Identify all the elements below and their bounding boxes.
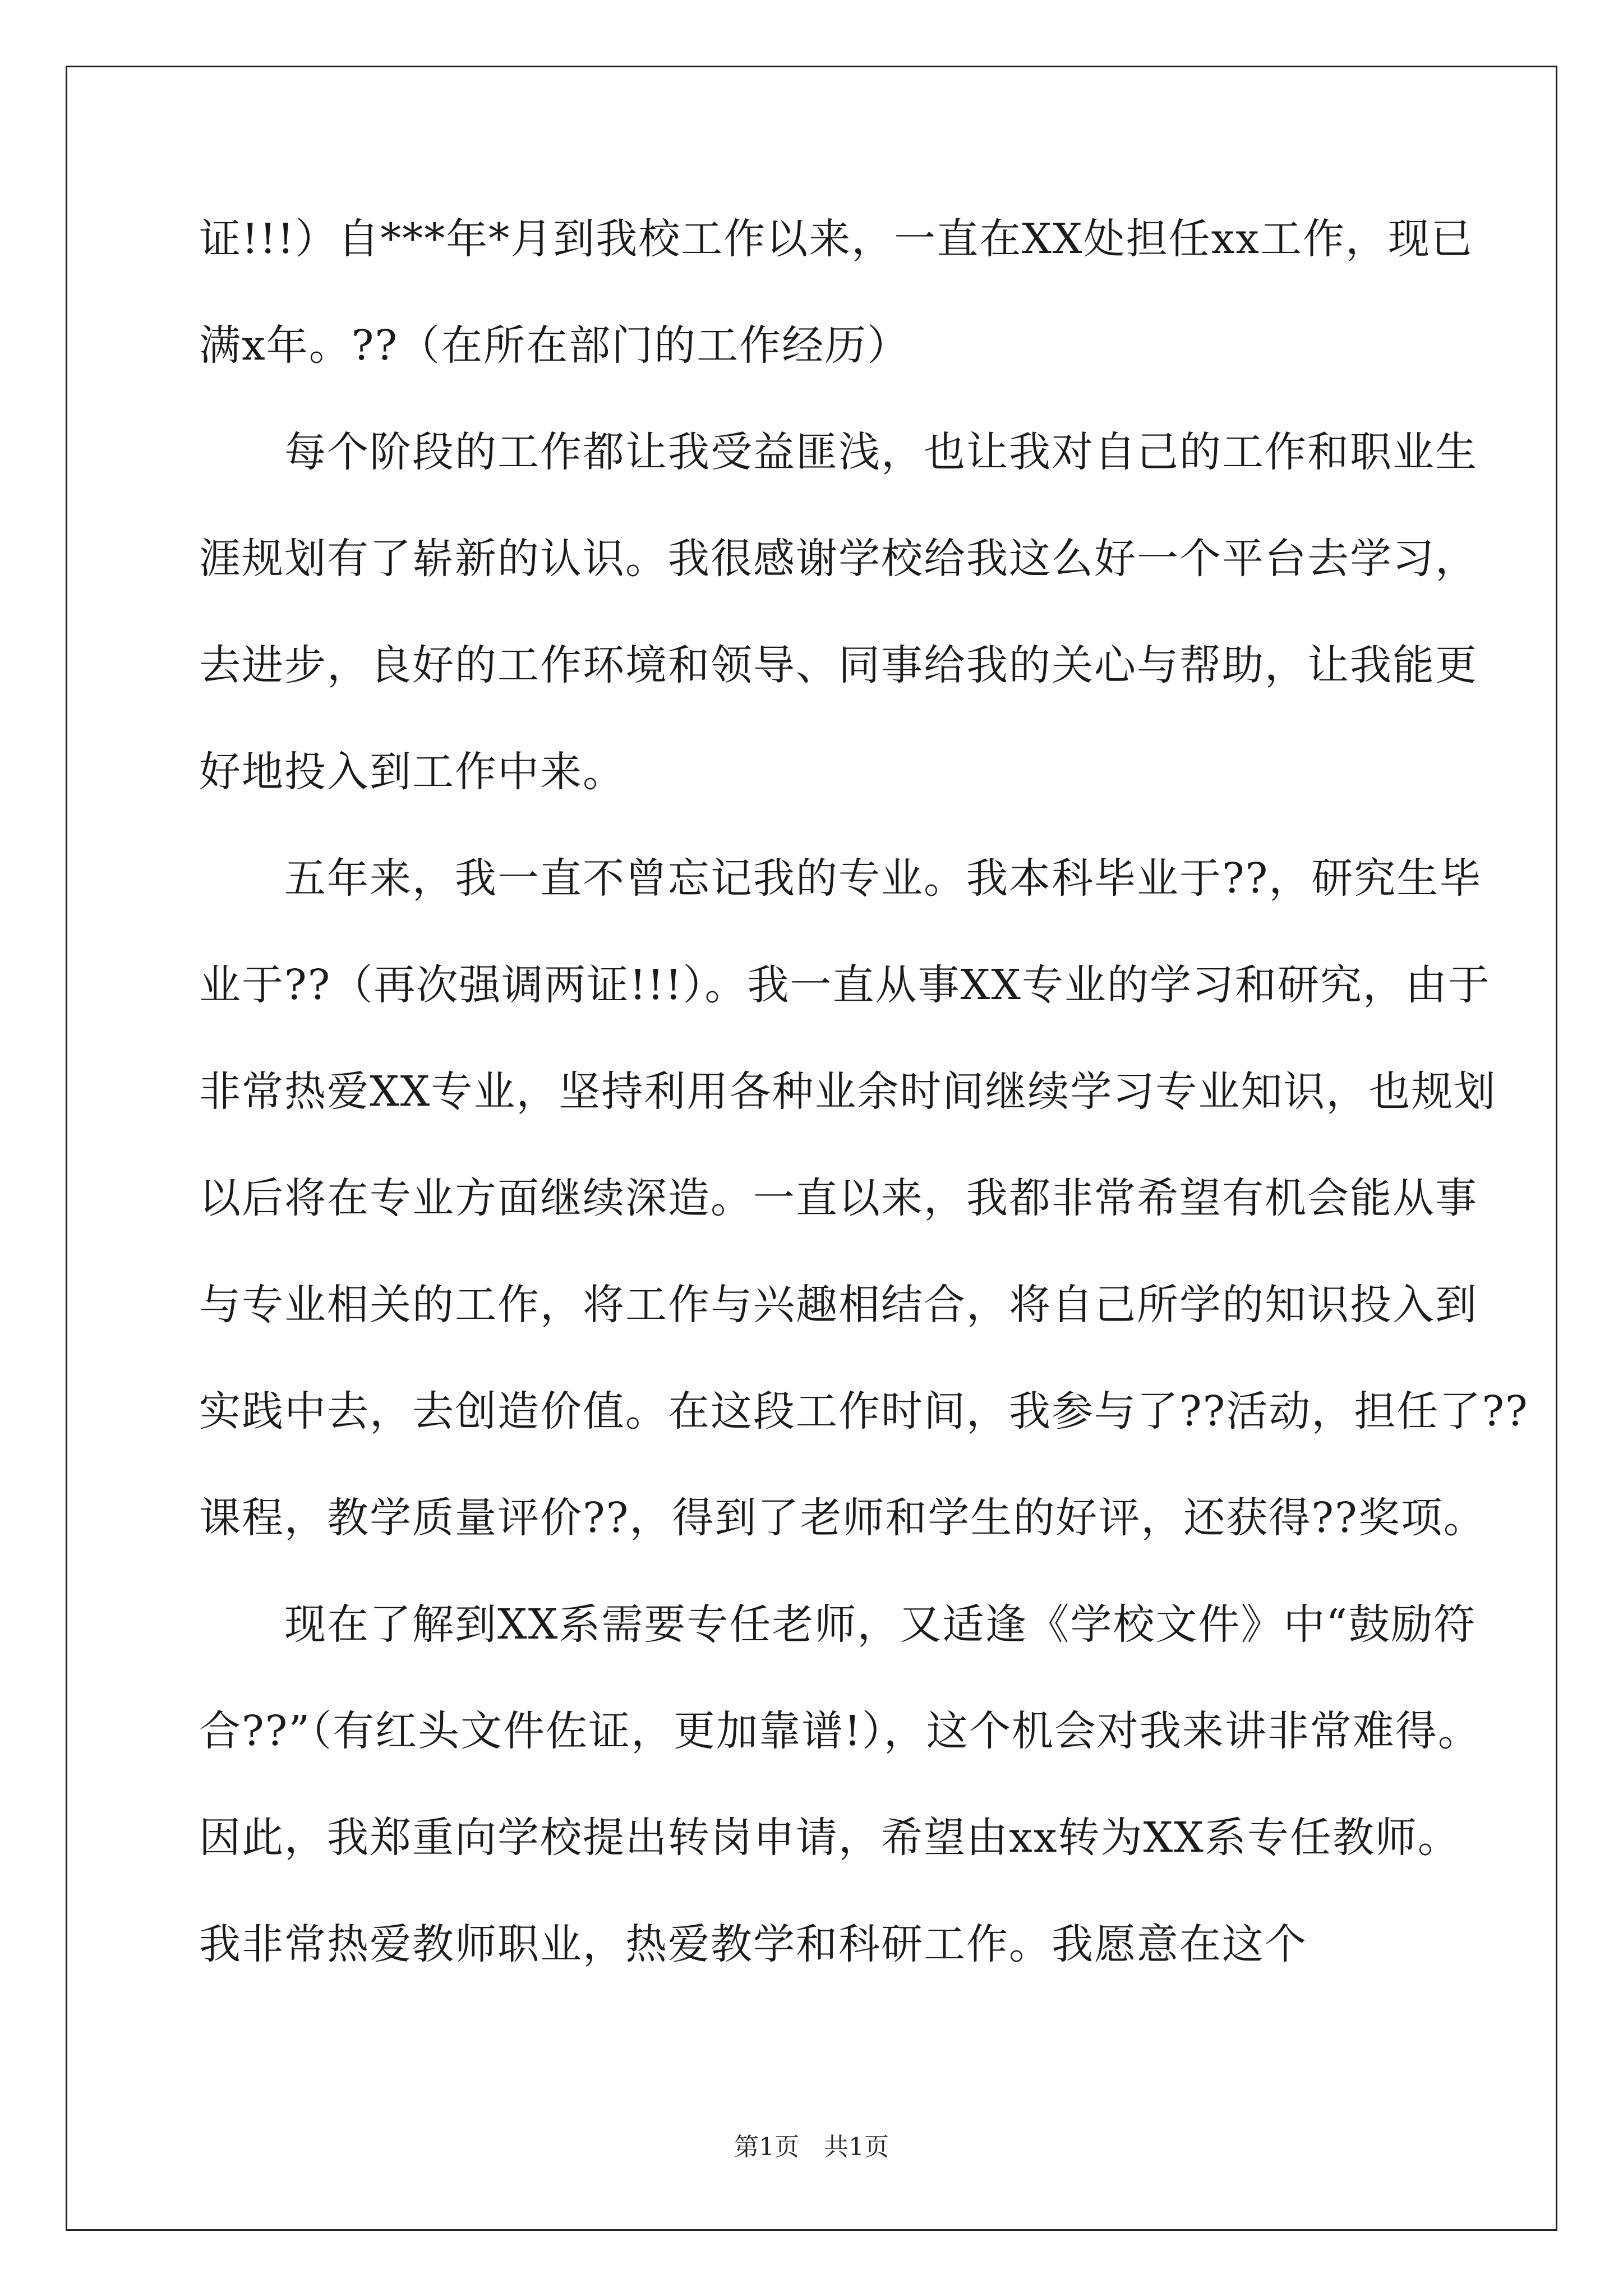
text-line: 去进步，良好的工作环境和领导、同事给我的关心与帮助，让我能更 [199,641,1478,689]
text-line: 好地投入到工作中来。 [199,748,625,796]
text-line: 以后将在专业方面继续深造。一直以来，我都非常希望有机会能从事 [199,1174,1478,1222]
text-line: 合??”（有红头文件佐证，更加靠谱!），这个机会对我来讲非常难得。 [199,1707,1481,1755]
text-line: 满x年。??（在所在部门的工作经历） [199,321,910,370]
page-number-footer: 第1页 共1页 [734,2133,889,2161]
text-line: 证!!!）自***年*月到我校工作以来，一直在XX处担任xx工作，现已 [199,215,1474,263]
text-line: 现在了解到XX系需要专任老师，又适逢《学校文件》中“鼓励符 [199,1600,1477,1649]
text-line: 涯规划有了崭新的认识。我很感谢学校给我这么好一个平台去学习， [199,535,1478,583]
text-line: 非常热爱XX专业，坚持利用各种业余时间继续学习专业知识，也规划 [199,1068,1497,1116]
text-line: 五年来，我一直不曾忘记我的专业。我本科毕业于??，研究生毕 [199,854,1482,903]
text-line: 课程，教学质量评价??，得到了老师和学生的好评，还获得??奖项。 [199,1494,1486,1542]
text-line: 因此，我郑重向学校提出转岗申请，希望由xx转为XX系专任教师。 [199,1814,1460,1862]
text-line: 实践中去，去创造价值。在这段工作时间，我参与了??活动，担任了?? [199,1387,1529,1435]
text-line: 我非常热爱教师职业，热爱教学和科研工作。我愿意在这个 [199,1920,1307,1968]
page-border [66,66,1557,2231]
text-line: 业于??（再次强调两证!!!）。我一直从事XX专业的学习和研究，由于 [199,961,1491,1009]
text-line: 每个阶段的工作都让我受益匪浅，也让我对自己的工作和职业生 [199,428,1478,476]
text-line: 与专业相关的工作，将工作与兴趣相结合，将自己所学的知识投入到 [199,1281,1478,1329]
